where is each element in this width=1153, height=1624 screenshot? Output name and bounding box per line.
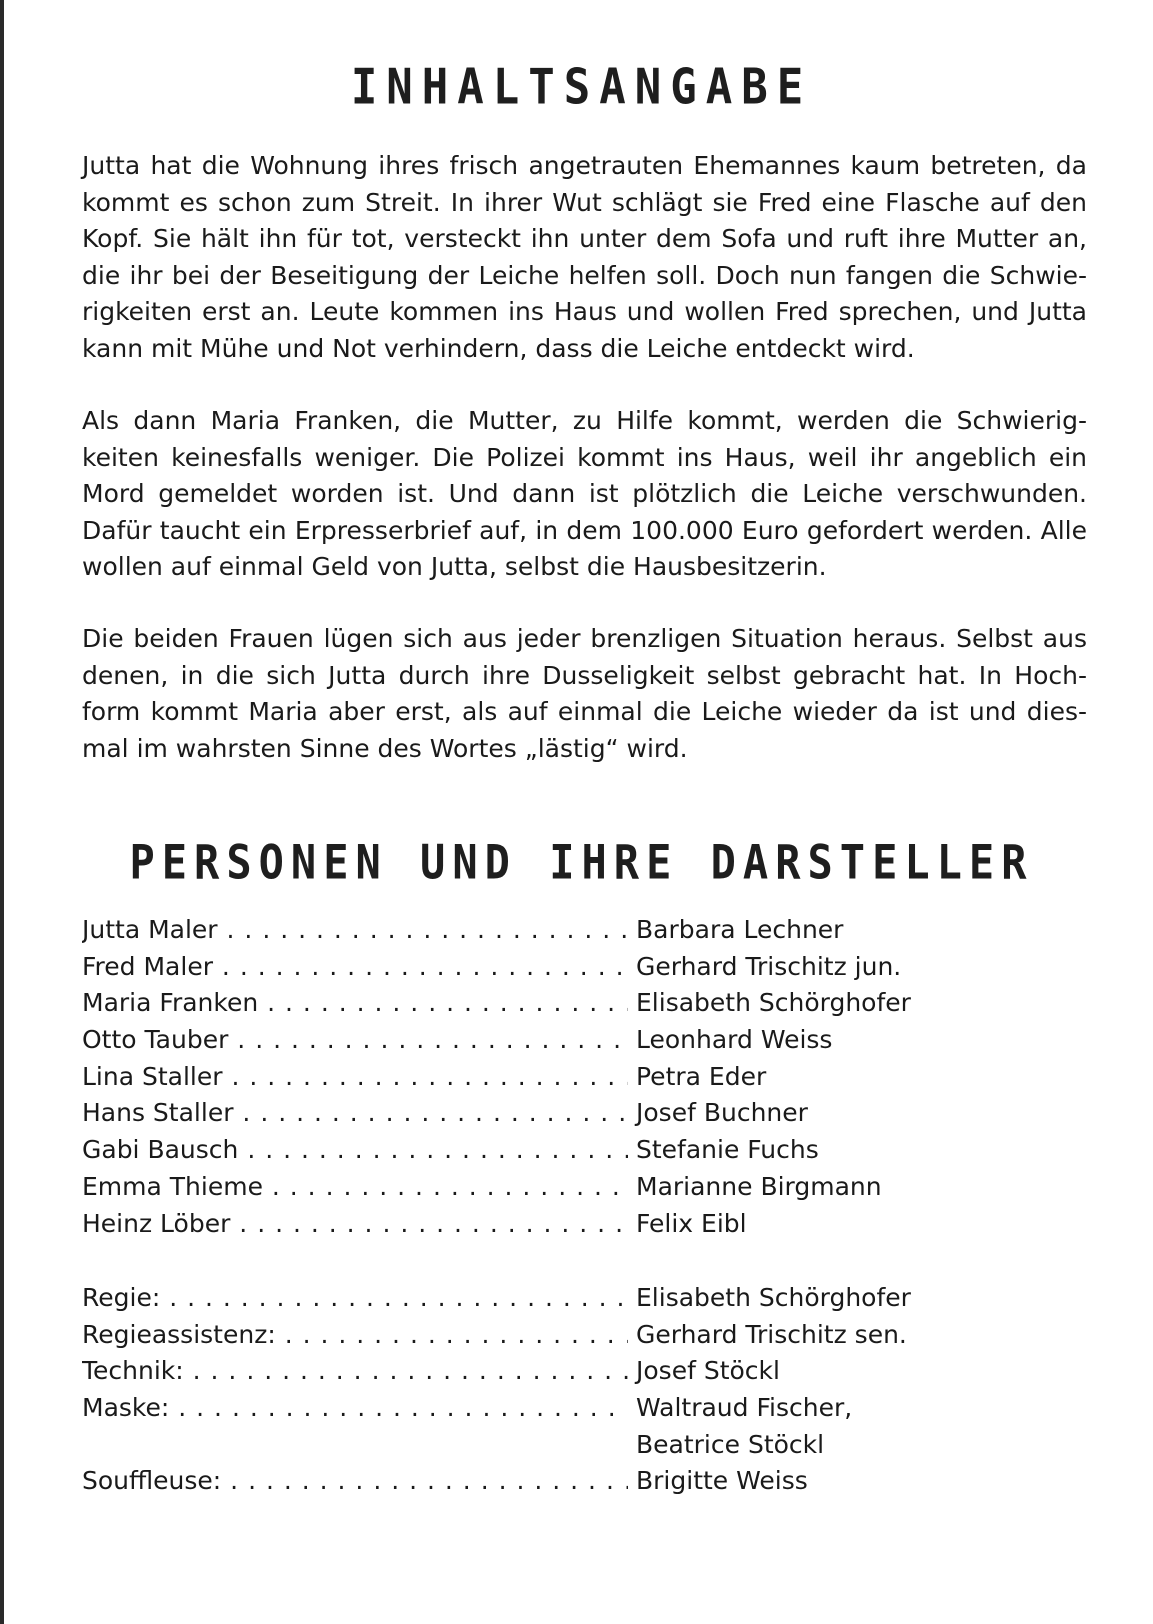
crew-row <box>82 1390 982 1427</box>
crew-list <box>82 1280 982 1500</box>
cast-actor: Josef Buchner <box>636 1098 808 1128</box>
crew-person: Gerhard Trischitz sen. <box>636 1319 907 1349</box>
crew-row <box>82 1317 982 1354</box>
crew-row <box>82 1463 982 1500</box>
crew-person: Waltraud Fischer, <box>636 1393 853 1423</box>
cast-row <box>82 1022 982 1059</box>
crew-row <box>82 1280 982 1317</box>
cast-role: Lina Staller . . . <box>82 1059 628 1096</box>
cast-title: PERSONEN UND IHRE DARSTELLER <box>129 835 1034 890</box>
crew-person: Beatrice Stöckl <box>636 1429 825 1459</box>
cast-role: Otto Tauber . . . <box>82 1022 628 1059</box>
crew-role: Souffleuse: . . . <box>82 1463 628 1500</box>
crew-row <box>82 1353 982 1390</box>
summary-paragraph-2: Als dann Maria Franken, die Mutter, zu Hilfe kommt, werden die Schwierig-keiten keinesfalls weniger. Die Polizei kommt ins Haus, weil ihr angeblich ein Mord gemeldet worden ist. Und dann ist plötzlich die Leiche verschwunden. Dafür taucht ein Erpresserbrief auf, in dem 100.000 Euro gefordert werden. Alle wollen auf einmal Geld von Jutta, selbst die Hausbesitzerin. <box>82 406 1087 581</box>
cast-row <box>82 1132 982 1169</box>
page-edge <box>0 0 4 1624</box>
cast-role: Jutta Maler . . . <box>82 912 628 949</box>
crew-role: Regieassistenz: . . . <box>82 1317 628 1354</box>
cast-role: Fred Maler . . . <box>82 949 628 986</box>
cast-actor: Felix Eibl <box>636 1208 747 1238</box>
cast-row <box>82 985 982 1022</box>
cast-row <box>82 1059 982 1096</box>
cast-list <box>82 912 982 1242</box>
cast-row <box>82 1206 982 1243</box>
summary-paragraph-3: Die beiden Frauen lügen sich aus jeder brenzligen Situation heraus. Selbst aus denen, in die sich Jutta durch ihre Dusseligkeit selbst gebracht hat. In Hoch-form kommt Maria aber erst, als auf einmal die Leiche wieder da ist und dies-mal im wahrsten Sinne des Wortes „lästig“ wird. <box>82 624 1087 763</box>
cast-actor: Leonhard Weiss <box>636 1025 833 1055</box>
crew-person: Brigitte Weiss <box>636 1466 808 1496</box>
cast-role: Hans Staller . . . <box>82 1095 628 1132</box>
cast-row <box>82 912 982 949</box>
cast-role: Heinz Löber . . . <box>82 1206 628 1243</box>
crew-person: Elisabeth Schörghofer <box>636 1283 911 1312</box>
cast-role: Gabi Bausch . . . <box>82 1132 628 1169</box>
cast-actor: Elisabeth Schörghofer <box>636 988 911 1018</box>
crew-role: Technik: . . . <box>82 1353 628 1390</box>
summary-title: INHALTSANGABE <box>350 58 813 117</box>
cast-row <box>82 1169 982 1206</box>
crew-role: Regie: . . . <box>82 1280 628 1317</box>
cast-actor: Marianne Birgmann <box>636 1171 882 1201</box>
cast-actor: Stefanie Fuchs <box>636 1135 819 1165</box>
crew-person: Josef Stöckl <box>636 1356 780 1386</box>
cast-actor: Gerhard Trischitz jun. <box>636 951 902 981</box>
cast-row <box>82 949 982 986</box>
crew-row-continued <box>82 1427 982 1464</box>
cast-actor: Petra Eder <box>636 1061 767 1091</box>
summary-paragraph-1: Jutta hat die Wohnung ihres frisch angetrauten Ehemannes kaum betreten, da kommt es schon zum Streit. In ihrer Wut schlägt sie Fred eine Flasche auf den Kopf. Sie hält ihn für tot, versteckt ihn unter dem Sofa und ruft ihre Mutter an, die ihr bei der Beseitigung der Leiche helfen soll. Doch nun fangen die Schwie-rigkeiten erst an. Leute kommen ins Haus und wollen Fred sprechen, und Jutta kann mit Mühe und Not verhindern, dass die Leiche entdeckt wird. <box>82 151 1087 363</box>
cast-actor: Barbara Lechner <box>636 915 844 944</box>
cast-role: Emma Thieme . . . <box>82 1169 628 1206</box>
cast-row <box>82 1095 982 1132</box>
crew-role: Maske: . . . <box>82 1390 628 1427</box>
cast-role: Maria Franken . . . <box>82 985 628 1022</box>
